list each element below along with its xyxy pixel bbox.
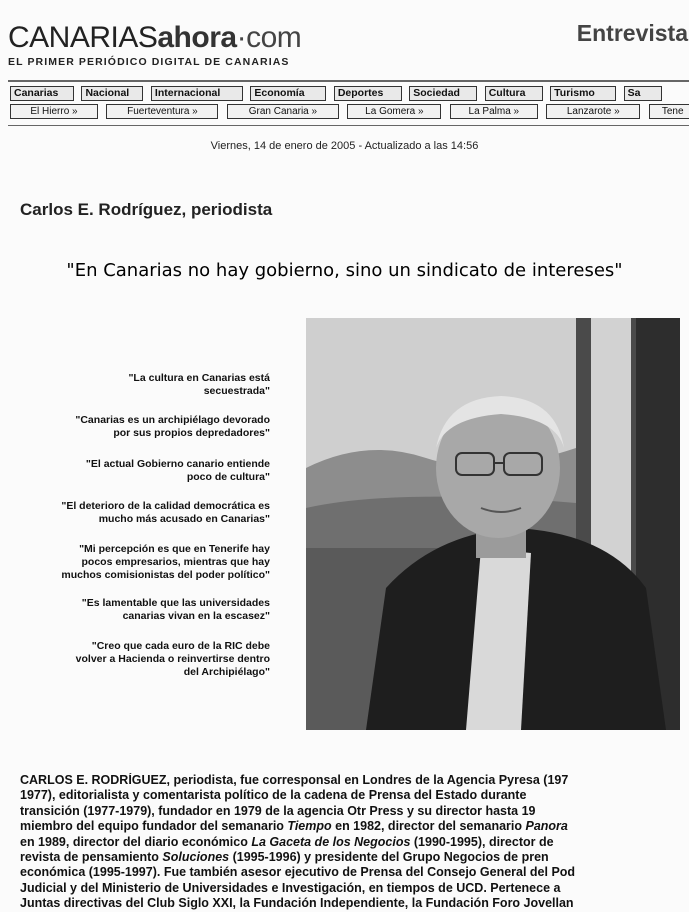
bio-text: revista de pensamiento — [20, 850, 163, 865]
nav-el-hierro[interactable]: El Hierro » — [10, 104, 98, 119]
bio-line — [20, 850, 689, 865]
quote-line: secuestrada" — [203, 385, 270, 397]
publication-title: Soluciones — [162, 850, 230, 865]
bio-line: Juntas directivas del Club Siglo XXI, la Fundación Independiente, la Fundación Foro Jovellan — [20, 896, 574, 911]
nav-turismo[interactable]: Turismo — [550, 86, 616, 101]
quote-line: del Archipiélago" — [183, 666, 270, 678]
nav-lanzarote[interactable]: Lanzarote » — [546, 104, 640, 119]
pull-quote — [10, 640, 270, 679]
quote-line: "El deterioro de la calidad democrática es — [61, 500, 270, 512]
publication-title: Tiempo — [287, 819, 332, 834]
interviewee-name: Carlos E. Rodríguez, periodista — [20, 200, 273, 219]
article-date: Viernes, 14 de enero de 2005 - Actualizado a las 14:56 — [210, 140, 479, 152]
section-nav — [10, 86, 689, 101]
pull-quote — [10, 372, 270, 398]
nav-tenerife[interactable]: Tene — [649, 104, 689, 119]
pull-quote — [10, 458, 270, 484]
quote-line: "La cultura en Canarias está — [128, 372, 270, 384]
quote-line: volver a Hacienda o reinvertirse dentro — [75, 653, 270, 665]
site-logo[interactable] — [8, 20, 301, 56]
island-nav — [10, 104, 689, 119]
section-title: Entrevista — [576, 20, 688, 46]
logo-suffix: ·com — [236, 21, 302, 54]
quote-line: "Creo que cada euro de la RIC debe — [91, 640, 270, 652]
portrait-photo — [306, 318, 680, 730]
nav-deportes[interactable]: Deportes — [334, 86, 402, 101]
bio-text: en 1982, director del semanario — [331, 819, 526, 834]
nav-economia[interactable]: Economía — [250, 86, 326, 101]
bio-line: transición (1977-1979), fundador en 1979 de la agencia Otr Press y su director hasta 19 — [20, 803, 536, 818]
nav-gran-canaria[interactable]: Gran Canaria » — [227, 104, 339, 119]
nav-la-gomera[interactable]: La Gomera » — [347, 104, 441, 119]
bio-text: en 1989, director del diario económico — [20, 834, 252, 849]
quote-line: "Mi percepción es que en Tenerife hay — [79, 543, 270, 555]
site-tagline: EL PRIMER PERIÓDICO DIGITAL DE CANARIAS — [8, 56, 290, 68]
quote-line: canarias vivan en la escasez" — [122, 610, 270, 622]
quote-line: mucho más acusado en Canarias" — [98, 513, 270, 525]
nav-canarias[interactable]: Canarias — [10, 86, 74, 101]
quote-line: muchos comisionistas del poder político" — [61, 569, 270, 581]
nav-nacional[interactable]: Nacional — [81, 86, 143, 101]
pull-quote — [10, 543, 270, 582]
quote-line: "Canarias es un archipiélago devorado — [75, 414, 270, 426]
bio-line — [20, 835, 689, 850]
logo-bold: ahora — [157, 21, 237, 54]
nav-cultura[interactable]: Cultura — [485, 86, 543, 101]
quote-line: por sus propios depredadores" — [113, 427, 270, 439]
bio-line: 1977), editorialista y comentarista político de la cadena de Prensa del Estado durante — [20, 788, 527, 803]
nav-la-palma[interactable]: La Palma » — [450, 104, 538, 119]
quote-line: "El actual Gobierno canario entiende — [85, 458, 270, 470]
bio-line: CARLOS E. RODRÍGUEZ, periodista, fue corresponsal en Londres de la Agencia Pyresa (197 — [20, 773, 569, 787]
divider — [8, 125, 689, 126]
article-headline: "En Canarias no hay gobierno, sino un sindicato de intereses" — [66, 260, 623, 281]
masthead — [8, 20, 688, 70]
bio-line — [20, 819, 689, 834]
bio-text: (1990-1995), director de — [410, 834, 554, 849]
publication-title: Panora — [525, 819, 568, 834]
nav-sa[interactable]: Sa — [624, 86, 662, 101]
nav-fuerteventura[interactable]: Fuerteventura » — [106, 104, 218, 119]
bio-line: económica (1995-1997). Fue también asesor ejecutivo de Prensa del Consejo General del Pod — [20, 865, 576, 880]
nav-internacional[interactable]: Internacional — [151, 86, 243, 101]
divider — [8, 80, 689, 82]
nav-sociedad[interactable]: Sociedad — [409, 86, 477, 101]
quote-line: "Es lamentable que las universidades — [81, 597, 270, 609]
portrait-illustration — [306, 318, 680, 730]
bio-text: (1995-1996) y presidente del Grupo Negocios de pren — [229, 850, 549, 865]
pull-quote — [10, 414, 270, 440]
quote-line: poco de cultura" — [186, 471, 270, 483]
author-bio — [20, 773, 689, 912]
quote-line: pocos empresarios, mientras que hay — [81, 556, 270, 568]
bio-line: Judicial y del Ministerio de Universidades e Investigación, en tiempos de UCD. Pertenece a — [20, 880, 561, 895]
pull-quote — [10, 500, 270, 526]
logo-prefix: CANARIAS — [8, 21, 158, 54]
pull-quote — [10, 597, 270, 623]
publication-title: La Gaceta de los Negocios — [251, 834, 411, 849]
bio-text: miembro del equipo fundador del semanario — [20, 819, 288, 834]
